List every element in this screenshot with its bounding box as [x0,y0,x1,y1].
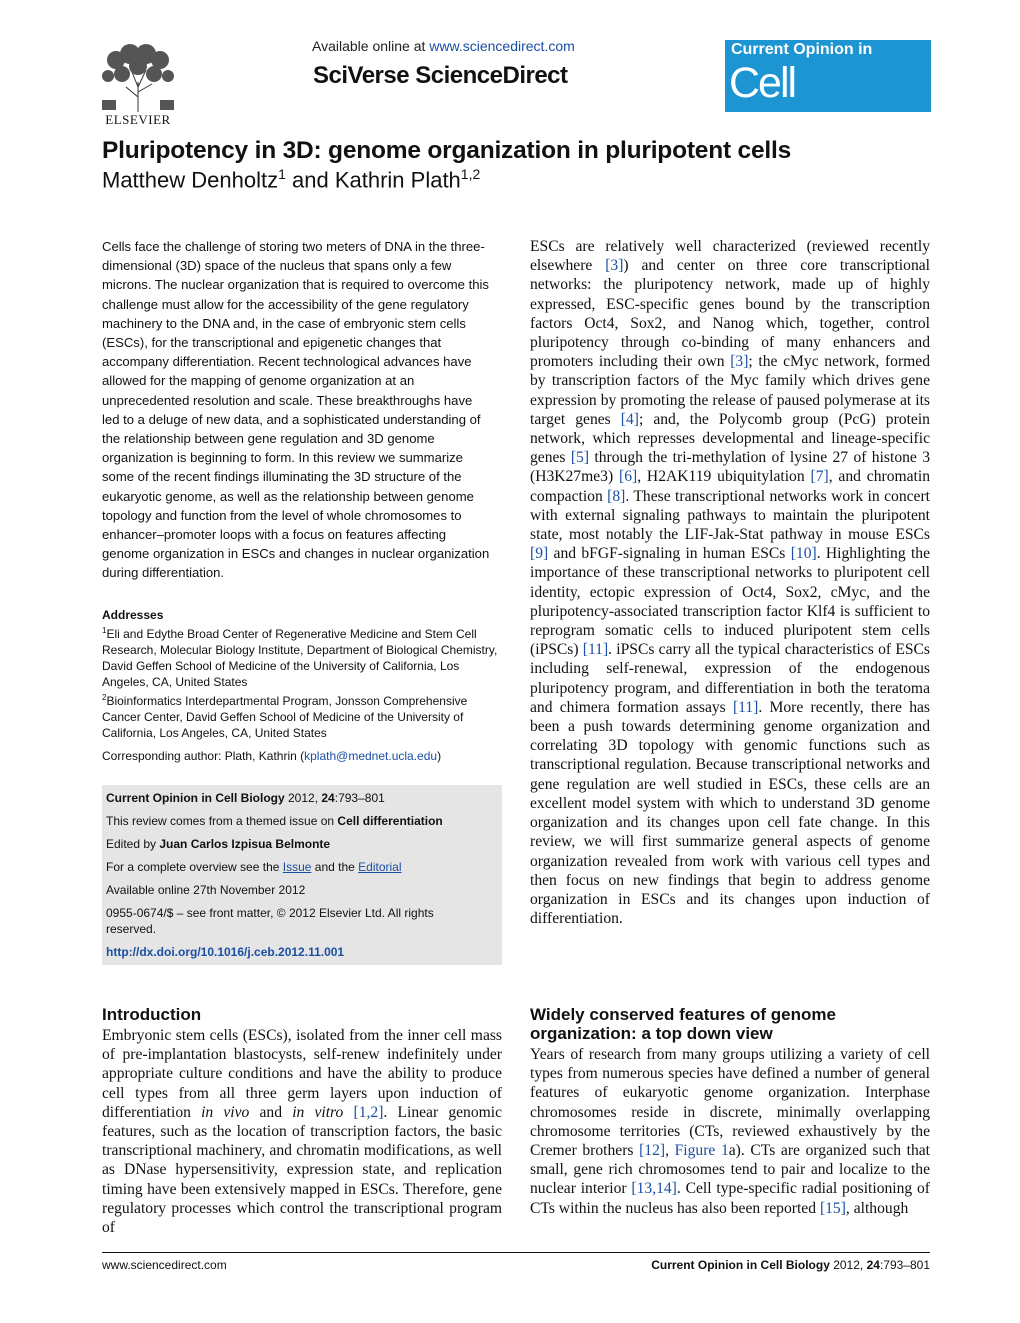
address-2: $^2$Bioinformatics Interdepartmental Program, Jonsson Comprehensive Cancer Center, David Geffen School of Medicine of the University of California, Los Angeles, CA, United States [102,693,468,740]
citation-line: Current Opinion in Cell Biology 2012, 24:793–801 [106,791,385,805]
author-1-affil: 1 [278,166,286,182]
email-link[interactable]: kplath@mednet.ucla.edu [304,749,438,763]
platform-name: SciVerse ScienceDirect [313,62,568,89]
introduction-heading: Introduction [102,1005,202,1024]
address-1: $^1$Eli and Edythe Broad Center of Regenerative Medicine and Stem Cell Research, Molecular Biology Institute, Department of Biological Chemistry, David Geffen School of Medicine of the University of California, Los Angeles, CA, United States [102,626,498,689]
footer-rule [102,1252,930,1253]
edited-by-line: Edited by Juan Carlos Izpisua Belmonte [106,837,331,851]
article-info-box [102,785,502,965]
journal-badge [725,40,931,157]
reserved-line: reserved. [106,922,157,936]
themed-issue-line: This review comes from a themed issue on Cell differentiation [106,814,443,828]
footer-citation: Current Opinion in Cell Biology 2012, 24:793–801 [651,1258,930,1272]
widely-conserved-heading: Widely conserved features of genome organization: a top down view [530,1005,836,1043]
issue-link[interactable]: Issue [282,860,312,874]
addresses [102,607,502,741]
article-title: Pluripotency in 3D: genome organization in pluripotent cells [102,137,792,164]
authors-and: and [285,167,335,193]
journal-line1: Current Opinion in [731,41,873,58]
author-1: Matthew Denholtz [102,167,279,193]
editorial-link[interactable]: Editorial [358,860,402,874]
available-prefix: Available online at [312,38,430,54]
issn-line: 0955-0674/$ – see front matter, © 2012 Elsevier Ltd. All rights [106,906,434,920]
introduction-text: Embryonic stem cells (ESCs), isolated from the inner cell mass of pre-implantation blastocysts, self-renew indefinitely under appropriate culture conditions and have the ability to produce cell types from all three germ layers upon induction of differentiation in vivo and in vitro [1,2]. Linear genomic features, such as the location of transcription factors, the basic transcriptional machinery, and chromatin modifications, as well as DNase hypersensitivity, expression state, and replication timing have been extensively mapped in ESCs. Therefore, gene regulatory processes which control the transcriptional program of [102,1027,503,1237]
available-online [312,38,575,54]
abstract: Cells face the challenge of storing two meters of DNA in the three-dimensional (3D) space of the nucleus that spans only a few microns. The nuclear organization that is required to overcome this challenge must allow for the accessibility of the gene regulatory machinery to the DNA and, in the case of embryonic stem cells (ESCs), for the transcriptional and epigenetic changes that accompany differentiation. Recent technological advances have allowed for the mapping of genome organization at an unprecedented resolution and scale. These breakthroughs have led to a deluge of new data, and a sophisticated understanding of the relationship between gene regulation and 3D genome organization is beginning to form. In this review we summarize some of the recent findings illuminating the 3D structure of the eukaryotic genome, as well as the relationship between genome topology and function from the level of whole chromosomes to enhancer–promoter loops with a focus on features affecting genome organization in ESCs and changes in nuclear organization during differentiation. [102,239,490,581]
addresses-heading: Addresses [102,608,164,622]
author-2: Kathrin Plath [334,167,461,193]
authors [102,166,480,193]
body-text-right-bottom: Years of research from many groups utilizing a variety of cell types from numerous species have defined a number of general features of eukaryotic genome organization. Interphase chromosomes reside in discrete, minimally overlapping chromosome territories (CTs, reviewed exhaustively by the Cremer brothers [12], Figure 1a). CTs are organized such that small, gene rich chromosomes tend to pair and localize to the nuclear interior [13,14]. Cell type-specific radial positioning of CTs within the nucleus has also been reported [15], although [530,1046,931,1217]
overview-line: For a complete overview see the Issue and the Editorial [106,860,402,874]
doi-link[interactable]: http://dx.doi.org/10.1016/j.ceb.2012.11.001 [106,945,345,959]
publisher-name: ELSEVIER [105,112,171,127]
journal-line2: Cell Biology [729,59,857,157]
sciencedirect-link[interactable]: www.sciencedirect.com [429,38,575,54]
corresponding-author: Corresponding author: Plath, Kathrin (kplath@mednet.ucla.edu) [102,749,442,763]
body-text-right-top: ESCs are relatively well characterized (reviewed recently elsewhere [3]) and center on three core transcriptional networks: the pluripotency network, made up of highly expressed, ESC-specific genes bound by the transcription factors Oct4, Sox2, and Nanog which, together, control pluripotency through co-binding of many enhancers and promoters including their own [3]; the cMyc network, formed by transcription factors of the Myc family which drives gene expression by promoting the release of paused polymerase at its target genes [4]; and, the Polycomb group (PcG) protein network, which represses developmental and lineage-specific genes [5] through the tri-methylation of lysine 27 of histone 3 (H3K27me3) [6], H2AK119 ubiquitylation [7], and chromatin compaction [8]. These transcriptional networks work in concert with external signaling pathways to maintain the pluripotent state, most notably the LIF-Jak-Stat pathway in mouse ESCs [9] and bFGF-signaling in human ESCs [10]. Highlighting the importance of these transcriptional networks to pluripotent cell identity, ectopic expression of Oct4, Sox2, cMyc, and the pluripotency-associated transcription factor Klf4 is sufficient to reprogram somatic cells to induced pluripotent stem cells (iPSCs) [11]. iPSCs carry all the typical characteristics of ESCs including self-renewal, expression of the endogenous pluripotency program, and differentiation in both the teratoma and chimera formation assays [11]. More recently, there has been a push towards determining genome organization and correlating 3D topology with genomic functions such as transcriptional regulation. Because transcriptional networks and gene regulation are well studied in ESCs, these cells are an excellent model system with which to understand 3D genome organization and its changes upon cell fate change. In this review, we will first summarize general aspects of genome organization revealed from work with various cell types and then focus on new findings that begin to address genome organization in ESCs and its changes upon induction of differentiation. [530,238,931,928]
author-2-affil: 1,2 [460,166,481,182]
footer-url[interactable]: www.sciencedirect.com [102,1258,227,1272]
available-date: Available online 27th November 2012 [106,883,306,897]
